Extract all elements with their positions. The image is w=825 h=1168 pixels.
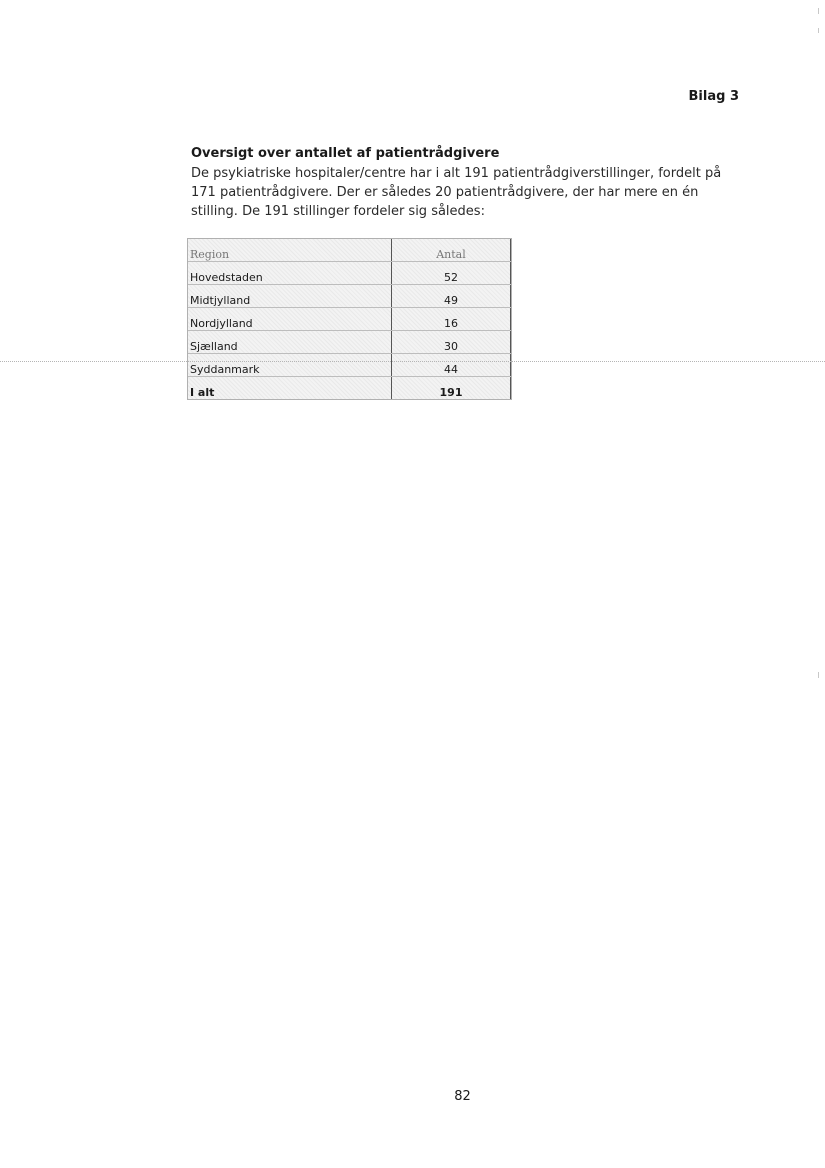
column-header-region: Region: [188, 239, 392, 262]
antal-cell: 16: [392, 308, 511, 331]
page-label: Bilag 3: [688, 89, 739, 104]
region-cell: Hovedstaden: [188, 262, 392, 285]
total-label-cell: I alt: [188, 377, 392, 400]
table-row: [188, 262, 511, 285]
scan-edge-mark: [818, 672, 819, 678]
antal-cell: 30: [392, 331, 511, 354]
region-cell: Sjælland: [188, 331, 392, 354]
table-row: [188, 308, 511, 331]
table-total-row: [188, 377, 511, 400]
table-row: [188, 331, 511, 354]
antal-cell: 44: [392, 354, 511, 377]
scan-edge-mark: [818, 28, 819, 33]
antal-cell: 52: [392, 262, 511, 285]
page-number: 82: [454, 1089, 471, 1104]
section-heading: Oversigt over antallet af patientrådgivere: [191, 146, 500, 161]
section: [191, 145, 741, 221]
scan-edge-mark: [818, 8, 819, 14]
antal-cell: 49: [392, 285, 511, 308]
region-cell: Nordjylland: [188, 308, 392, 331]
table-row: [188, 354, 511, 377]
section-body: De psykiatriske hospitaler/centre har i alt 191 patientrådgiverstillinger, fordelt på 171 patientrådgivere. Der er således 20 patientrådgivere, der har mere en én stilling. De 191 stillinger fordeler sig således:: [191, 166, 722, 219]
scan-divider-line: [0, 361, 825, 362]
table-header-row: [188, 239, 511, 262]
region-table: [187, 238, 512, 400]
region-cell: Syddanmark: [188, 354, 392, 377]
region-cell: Midtjylland: [188, 285, 392, 308]
column-header-antal: Antal: [392, 239, 511, 262]
table-row: [188, 285, 511, 308]
total-value-cell: 191: [392, 377, 511, 400]
